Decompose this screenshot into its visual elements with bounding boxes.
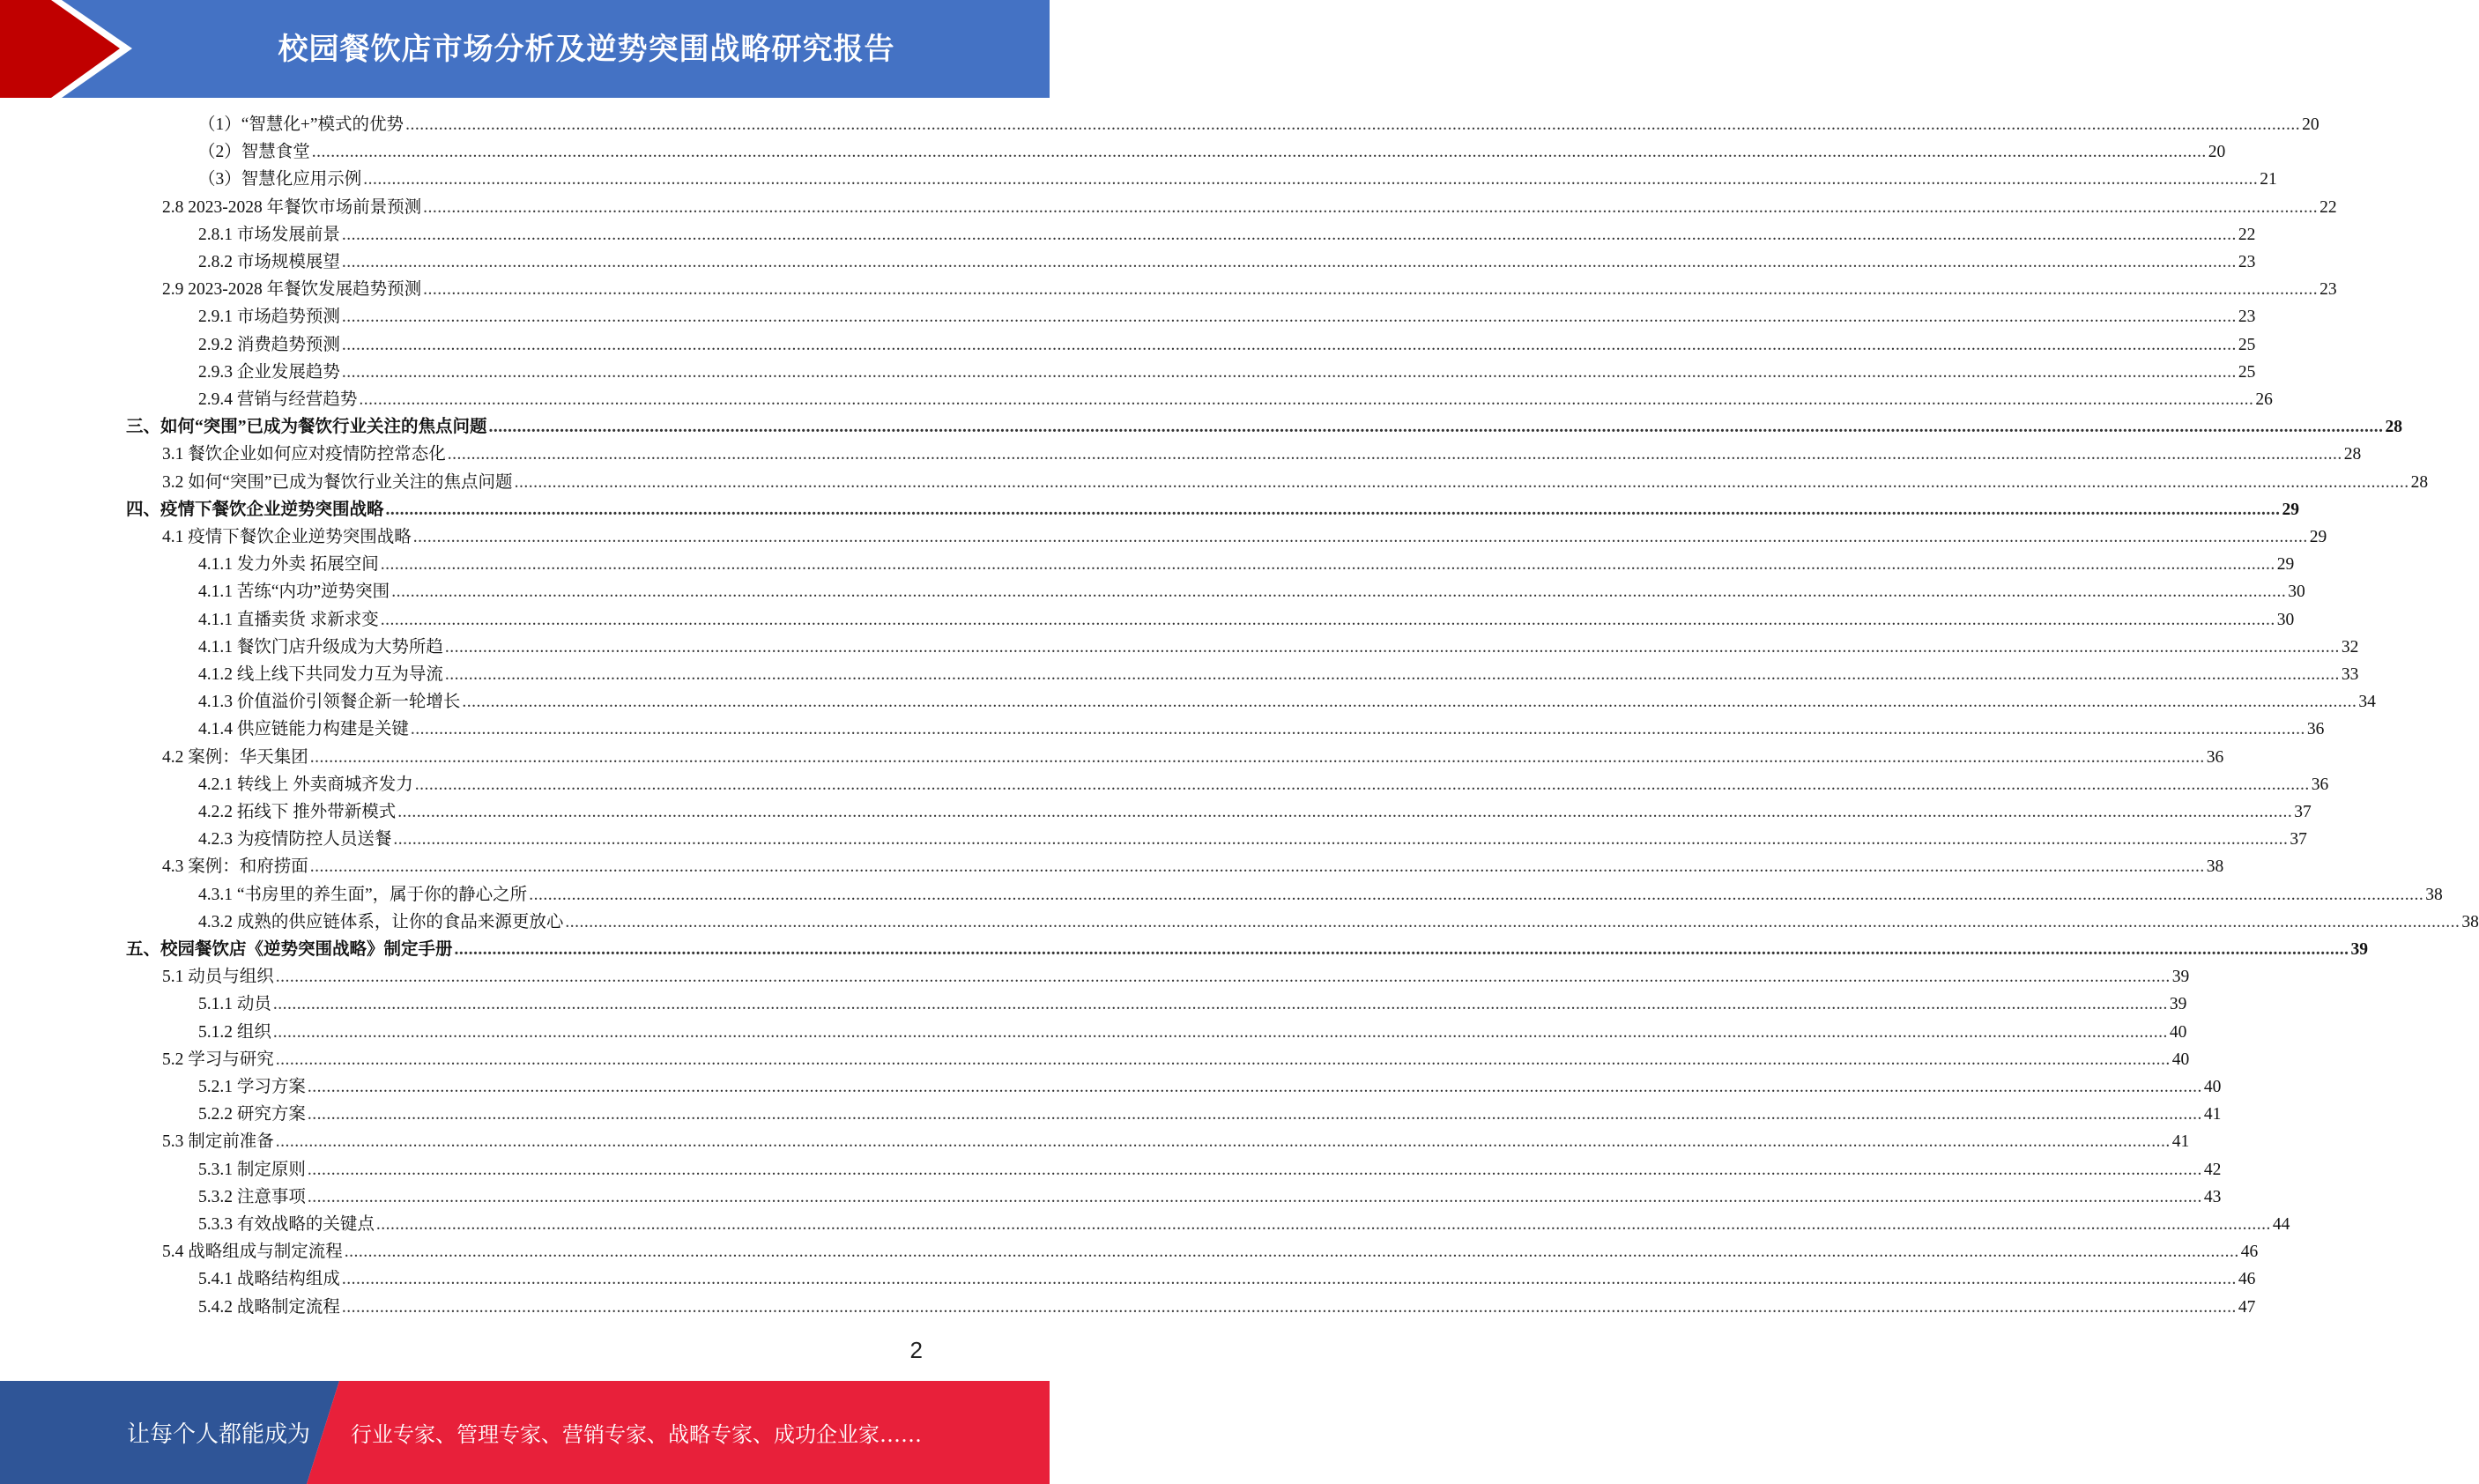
- toc-entry[interactable]: [162, 854, 2224, 879]
- toc-entry-label: 4.1.1 直播卖货 求新求变: [198, 610, 379, 629]
- toc-entry-page: 41: [2203, 1105, 2222, 1124]
- toc-entry[interactable]: [126, 414, 2403, 439]
- toc-entry-label: 4.1.1 苦练“内功”逆势突围: [198, 582, 390, 602]
- toc-entry[interactable]: [162, 1047, 2190, 1072]
- toc-dot-leader: ................................................................................................................................................................................................................................................................................................................................................................................................................: [341, 335, 2237, 354]
- toc-entry-page: 46: [2240, 1243, 2259, 1262]
- toc-entry[interactable]: [198, 139, 2226, 164]
- footer-slogan-right: 行业专家、管理专家、营销专家、战略专家、成功企业家……: [351, 1422, 922, 1447]
- toc-entry-page: 29: [2282, 500, 2300, 519]
- toc-entry-page: 30: [2288, 582, 2305, 602]
- toc-entry-page: 23: [2319, 280, 2337, 300]
- toc-dot-leader: ................................................................................................................................................................................................................................................................................................................................................................................................................: [341, 225, 2237, 244]
- toc-entry-label: 2.9.3 企业发展趋势: [198, 362, 340, 382]
- toc-dot-leader: ................................................................................................................................................................................................................................................................................................................................................................................................................: [307, 1078, 2202, 1096]
- toc-entry[interactable]: [198, 249, 2256, 274]
- toc-entry[interactable]: [198, 167, 2277, 191]
- toc-dot-leader: ................................................................................................................................................................................................................................................................................................................................................................................................................: [275, 968, 2171, 987]
- toc-entry-page: 40: [2171, 1050, 2190, 1069]
- toc-entry[interactable]: [198, 799, 2312, 824]
- toc-dot-leader: ................................................................................................................................................................................................................................................................................................................................................................................................................: [380, 610, 2275, 629]
- toc-entry-label: 5.2 学习与研究: [162, 1050, 274, 1069]
- toc-entry-label: 5.4.1 战略结构组成: [198, 1270, 340, 1289]
- toc-entry-page: 41: [2171, 1132, 2190, 1152]
- toc-entry-page: 39: [2171, 968, 2190, 987]
- toc-entry-page: 38: [2206, 857, 2224, 877]
- toc-dot-leader: ................................................................................................................................................................................................................................................................................................................................................................................................................: [272, 1022, 2168, 1042]
- toc-entry-label: 5.2.2 研究方案: [198, 1105, 306, 1124]
- toc-entry[interactable]: [198, 1074, 2222, 1099]
- toc-entry[interactable]: [162, 524, 2327, 549]
- toc-entry[interactable]: [198, 634, 2359, 659]
- toc-dot-leader: ................................................................................................................................................................................................................................................................................................................................................................................................................: [341, 1270, 2237, 1289]
- toc-dot-leader: ................................................................................................................................................................................................................................................................................................................................................................................................................: [359, 390, 2254, 409]
- toc-entry-label: 5.3.2 注意事项: [198, 1187, 306, 1206]
- toc-entry[interactable]: [162, 745, 2224, 769]
- toc-entry-label: 5.3.1 制定原则: [198, 1160, 306, 1179]
- toc-entry[interactable]: [198, 882, 2443, 907]
- toc-entry[interactable]: [126, 497, 2300, 522]
- toc-entry-page: 40: [2169, 1022, 2187, 1042]
- toc-entry-page: 28: [2410, 472, 2429, 492]
- toc-dot-leader: ................................................................................................................................................................................................................................................................................................................................................................................................................: [341, 1297, 2237, 1317]
- toc-entry[interactable]: [198, 1266, 2256, 1291]
- toc-entry-label: 4.2.2 拓线下 推外带新模式: [198, 803, 397, 821]
- toc-entry-page: 32: [2341, 637, 2359, 657]
- toc-entry-label: 4.1.2 线上线下共同发力互为导流: [198, 665, 443, 684]
- toc-entry-label: 5.2.1 学习方案: [198, 1078, 306, 1096]
- toc-entry[interactable]: [198, 772, 2329, 797]
- toc-entry[interactable]: [198, 607, 2295, 632]
- toc-entry-page: 37: [2290, 830, 2307, 850]
- toc-dot-leader: ................................................................................................................................................................................................................................................................................................................................................................................................................: [375, 1215, 2271, 1234]
- toc-entry-page: 29: [2309, 528, 2327, 546]
- toc-dot-leader: ................................................................................................................................................................................................................................................................................................................................................................................................................: [565, 912, 2460, 931]
- toc-entry[interactable]: [198, 387, 2273, 412]
- toc-entry[interactable]: [198, 1157, 2222, 1182]
- toc-entry-label: 三、如何“突围”已成为餐饮行业关注的焦点问题: [126, 418, 487, 437]
- toc-entry-label: 3.2 如何“突围”已成为餐饮行业关注的焦点问题: [162, 472, 513, 492]
- toc-entry[interactable]: [198, 1212, 2290, 1236]
- toc-entry-label: 5.1 动员与组织: [162, 968, 274, 987]
- toc-entry-page: 25: [2238, 362, 2256, 382]
- toc-entry-label: 4.1 疫情下餐饮企业逆势突围战略: [162, 528, 412, 546]
- toc-entry-page: 39: [2169, 995, 2187, 1014]
- toc-entry-label: 4.1.4 供应链能力构建是关键: [198, 720, 409, 739]
- toc-dot-leader: ................................................................................................................................................................................................................................................................................................................................................................................................................: [307, 1160, 2202, 1179]
- toc-entry-label: （3）智慧化应用示例: [198, 170, 362, 189]
- document-title: 校园餐饮店市场分析及逆势突围战略研究报告: [278, 31, 895, 67]
- toc-entry-page: 38: [2461, 912, 2479, 931]
- page-number: 2: [909, 1337, 923, 1363]
- toc-entry-page: 40: [2203, 1078, 2222, 1096]
- toc-entry[interactable]: [162, 277, 2337, 301]
- toc-entry-page: 36: [2311, 775, 2329, 794]
- toc-entry-page: 22: [2319, 197, 2337, 217]
- toc-entry-page: 28: [2343, 445, 2362, 464]
- toc-dot-leader: ................................................................................................................................................................................................................................................................................................................................................................................................................: [391, 582, 2287, 602]
- toc-entry-page: 33: [2341, 665, 2359, 684]
- page-footer: [0, 1381, 1050, 1484]
- toc-entry[interactable]: [198, 304, 2256, 329]
- toc-entry-label: 4.2.1 转线上 外卖商城齐发力: [198, 775, 413, 794]
- toc-entry-label: 5.4.2 战略制定流程: [198, 1297, 340, 1317]
- toc-dot-leader: ................................................................................................................................................................................................................................................................................................................................................................................................................: [309, 857, 2205, 877]
- toc-entry-page: 46: [2238, 1270, 2256, 1289]
- toc-entry[interactable]: [198, 222, 2256, 247]
- toc-entry[interactable]: [198, 112, 2319, 137]
- toc-entry[interactable]: [162, 441, 2362, 466]
- toc-entry[interactable]: [198, 360, 2256, 384]
- toc-entry-label: 2.8 2023-2028 年餐饮市场前景预测: [162, 197, 422, 217]
- toc-entry-label: （2）智慧食堂: [198, 143, 310, 162]
- toc-entry-label: 5.1.1 动员: [198, 995, 271, 1014]
- toc-entry[interactable]: [162, 1129, 2190, 1154]
- toc-entry[interactable]: [198, 1020, 2187, 1044]
- toc-entry[interactable]: [198, 1295, 2256, 1319]
- toc-entry-label: 2.8.2 市场规模展望: [198, 253, 340, 271]
- toc-entry-label: 2.9.4 营销与经营趋势: [198, 390, 358, 409]
- toc-entry-page: 26: [2255, 390, 2273, 409]
- page-header: [0, 0, 1050, 98]
- toc-entry-label: 5.1.2 组织: [198, 1022, 271, 1042]
- toc-entry-page: 25: [2238, 335, 2256, 354]
- toc-dot-leader: ................................................................................................................................................................................................................................................................................................................................................................................................................: [423, 280, 2319, 300]
- toc-entry-page: 28: [2385, 418, 2403, 437]
- toc-entry[interactable]: [198, 827, 2307, 851]
- toc-dot-leader: ................................................................................................................................................................................................................................................................................................................................................................................................................: [272, 995, 2168, 1014]
- toc-entry-label: 2.9.1 市场趋势预测: [198, 308, 340, 327]
- toc-entry-page: 43: [2203, 1187, 2222, 1206]
- toc-dot-leader: ................................................................................................................................................................................................................................................................................................................................................................................................................: [447, 445, 2342, 464]
- toc-entry[interactable]: [198, 991, 2187, 1016]
- toc-dot-leader: ................................................................................................................................................................................................................................................................................................................................................................................................................: [405, 115, 2301, 134]
- toc-entry-page: 47: [2238, 1297, 2256, 1317]
- toc-entry-page: 20: [2302, 115, 2319, 134]
- toc-entry-label: 4.1.1 发力外卖 拓展空间: [198, 555, 379, 575]
- toc-entry[interactable]: [162, 1239, 2259, 1264]
- toc-entry[interactable]: [162, 964, 2190, 989]
- toc-entry-label: 四、疫情下餐饮企业逆势突围战略: [126, 500, 384, 519]
- toc-entry[interactable]: [198, 662, 2359, 686]
- toc-entry-page: 36: [2306, 720, 2325, 739]
- toc-entry-label: （1）“智慧化+”模式的优势: [198, 115, 405, 134]
- toc-entry-page: 38: [2425, 885, 2443, 904]
- toc-dot-leader: ................................................................................................................................................................................................................................................................................................................................................................................................................: [275, 1050, 2171, 1069]
- toc-dot-leader: ................................................................................................................................................................................................................................................................................................................................................................................................................: [309, 747, 2205, 767]
- toc-entry[interactable]: [126, 937, 2369, 961]
- toc-dot-leader: ................................................................................................................................................................................................................................................................................................................................................................................................................: [488, 418, 2384, 437]
- toc-entry-label: 5.4 战略组成与制定流程: [162, 1243, 343, 1262]
- toc-dot-leader: ................................................................................................................................................................................................................................................................................................................................................................................................................: [414, 775, 2310, 794]
- toc-dot-leader: ................................................................................................................................................................................................................................................................................................................................................................................................................: [462, 693, 2357, 712]
- toc-entry[interactable]: [198, 689, 2376, 714]
- toc-dot-leader: ................................................................................................................................................................................................................................................................................................................................................................................................................: [344, 1243, 2239, 1262]
- toc-entry-label: 4.3.1 “书房里的养生面”，属于你的静心之所: [198, 885, 528, 904]
- toc-dot-leader: ................................................................................................................................................................................................................................................................................................................................................................................................................: [341, 308, 2237, 327]
- toc-entry[interactable]: [162, 195, 2337, 219]
- toc-entry[interactable]: [162, 470, 2429, 494]
- toc-dot-leader: ................................................................................................................................................................................................................................................................................................................................................................................................................: [410, 720, 2305, 739]
- toc-dot-leader: ................................................................................................................................................................................................................................................................................................................................................................................................................: [423, 197, 2319, 217]
- toc-entry-page: 29: [2276, 555, 2295, 575]
- toc-entry-page: 37: [2294, 803, 2312, 821]
- toc-entry-label: 2.8.1 市场发展前景: [198, 225, 340, 244]
- toc-entry[interactable]: [198, 552, 2295, 576]
- toc-entry-label: 4.1.3 价值溢价引领餐企新一轮增长: [198, 693, 461, 712]
- toc-entry[interactable]: [198, 1102, 2222, 1126]
- toc-dot-leader: ................................................................................................................................................................................................................................................................................................................................................................................................................: [385, 500, 2281, 519]
- toc-entry[interactable]: [198, 716, 2325, 741]
- toc-entry-page: 44: [2272, 1215, 2290, 1234]
- toc-dot-leader: ................................................................................................................................................................................................................................................................................................................................................................................................................: [307, 1105, 2202, 1124]
- toc-entry[interactable]: [198, 579, 2305, 604]
- toc-entry-label: 4.2 案例：华天集团: [162, 747, 308, 767]
- toc-dot-leader: ................................................................................................................................................................................................................................................................................................................................................................................................................: [363, 170, 2259, 189]
- toc-dot-leader: ................................................................................................................................................................................................................................................................................................................................................................................................................: [393, 830, 2289, 850]
- toc-entry-label: 5.3 制定前准备: [162, 1132, 274, 1152]
- toc-entry-page: 30: [2276, 610, 2295, 629]
- toc-entry-page: 21: [2260, 170, 2277, 189]
- toc-entry-page: 39: [2350, 940, 2369, 959]
- toc-entry-label: 5.3.3 有效战略的关键点: [198, 1215, 375, 1234]
- toc-dot-leader: ................................................................................................................................................................................................................................................................................................................................................................................................................: [529, 885, 2424, 904]
- toc-entry-label: 4.3.2 成熟的供应链体系，让你的食品来源更放心: [198, 912, 564, 931]
- toc-dot-leader: ................................................................................................................................................................................................................................................................................................................................................................................................................: [307, 1187, 2202, 1206]
- toc-entry-label: 4.1.1 餐饮门店升级成为大势所趋: [198, 637, 443, 657]
- toc-entry-label: 2.9 2023-2028 年餐饮发展趋势预测: [162, 280, 422, 300]
- toc-entry-label: 五、校园餐饮店《逆势突围战略》制定手册: [126, 940, 453, 959]
- toc-entry-page: 34: [2358, 693, 2376, 712]
- toc-dot-leader: ................................................................................................................................................................................................................................................................................................................................................................................................................: [514, 472, 2409, 492]
- toc-entry[interactable]: [198, 909, 2479, 934]
- toc-dot-leader: ................................................................................................................................................................................................................................................................................................................................................................................................................: [311, 143, 2207, 162]
- toc-entry[interactable]: [198, 1184, 2222, 1209]
- toc-entry-page: 36: [2206, 747, 2224, 767]
- toc-entry-page: 42: [2203, 1160, 2222, 1179]
- toc-dot-leader: ................................................................................................................................................................................................................................................................................................................................................................................................................: [444, 637, 2340, 657]
- toc-entry-label: 4.3 案例：和府捞面: [162, 857, 308, 877]
- toc-entry-page: 22: [2238, 225, 2256, 244]
- toc-dot-leader: ................................................................................................................................................................................................................................................................................................................................................................................................................: [341, 253, 2237, 271]
- footer-slogan-left: 让每个人都能成为: [127, 1421, 311, 1448]
- toc-entry-page: 20: [2208, 143, 2226, 162]
- toc-dot-leader: ................................................................................................................................................................................................................................................................................................................................................................................................................: [341, 362, 2237, 382]
- toc-dot-leader: ................................................................................................................................................................................................................................................................................................................................................................................................................: [444, 665, 2340, 684]
- toc-dot-leader: ................................................................................................................................................................................................................................................................................................................................................................................................................: [380, 555, 2275, 575]
- toc-dot-leader: ................................................................................................................................................................................................................................................................................................................................................................................................................: [275, 1132, 2171, 1152]
- toc-entry-label: 4.2.3 为疫情防控人员送餐: [198, 830, 392, 850]
- toc-entry-label: 3.1 餐饮企业如何应对疫情防控常态化: [162, 445, 446, 464]
- toc-entry[interactable]: [198, 332, 2256, 357]
- toc-dot-leader: ................................................................................................................................................................................................................................................................................................................................................................................................................: [412, 528, 2308, 546]
- toc-entry-page: 23: [2238, 253, 2256, 271]
- toc-entry-label: 2.9.2 消费趋势预测: [198, 335, 340, 354]
- toc-entry-page: 23: [2238, 308, 2256, 327]
- toc-dot-leader: ................................................................................................................................................................................................................................................................................................................................................................................................................: [397, 803, 2293, 821]
- toc-dot-leader: ................................................................................................................................................................................................................................................................................................................................................................................................................: [454, 940, 2349, 959]
